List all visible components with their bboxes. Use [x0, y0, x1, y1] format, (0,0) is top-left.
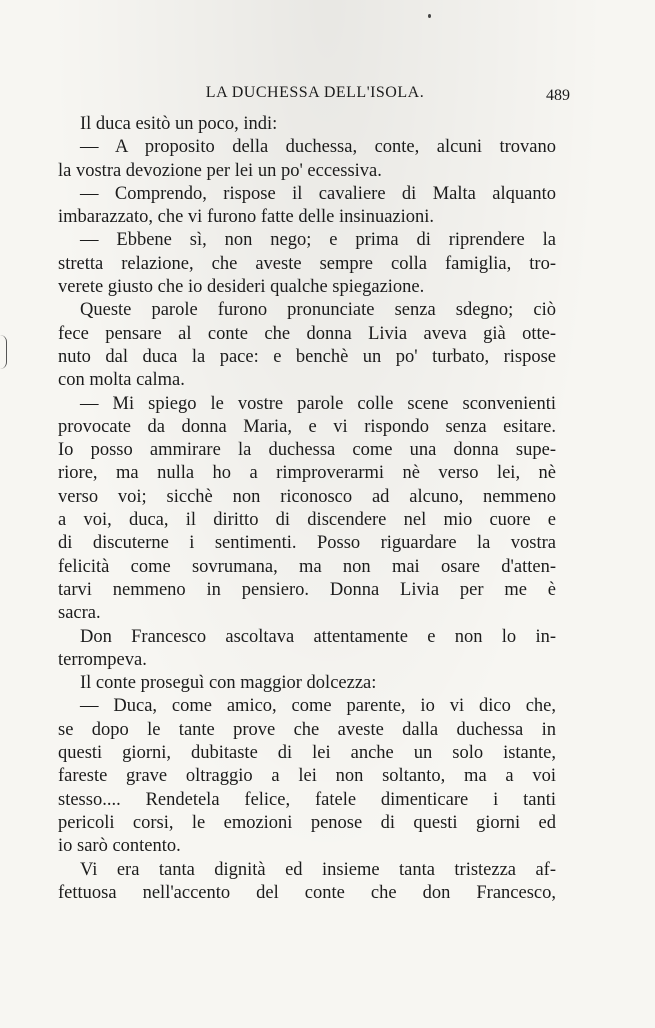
text-line: riore, ma nulla ho a rimproverarmi nè verso lei, nè: [58, 463, 556, 484]
text-line: Il duca esitò un poco, indi:: [80, 114, 278, 134]
text-line: — Duca, come amico, come parente, io vi dico che,: [80, 696, 556, 717]
text-line: Don Francesco ascoltava attentamente e non lo in-: [80, 626, 556, 647]
text-line: verete giusto che io desideri qualche spiegazione.: [58, 277, 425, 298]
text-line: Il conte proseguì con maggior dolcezza:: [80, 673, 377, 694]
text-line: provocate da donna Maria, e vi rispondo senza esitare.: [58, 416, 556, 437]
text-line: imbarazzato, che vi furono fatte delle insinuazioni.: [58, 207, 435, 228]
text-line: io sarò contento.: [58, 836, 181, 857]
text-line: — Ebbene sì, non nego; e prima di riprendere la: [80, 230, 556, 251]
text-line: Queste parole furono pronunciate senza sdegno; ciò: [80, 300, 556, 321]
text-line: stretta relazione, che aveste sempre colla famiglia, tro-: [58, 253, 556, 274]
text-line: di discuterne i sentimenti. Posso riguardare la vostra: [58, 533, 556, 554]
text-line: terrompeva.: [58, 649, 147, 670]
text-line: Io posso ammirare la duchessa come una donna supe-: [58, 440, 556, 461]
text-line: nuto dal duca la pace: e benchè un po' turbato, rispose: [58, 346, 556, 367]
text-line: fece pensare al conte che donna Livia aveva già otte-: [58, 323, 556, 344]
page-number: 489: [546, 87, 570, 104]
ink-speck: [428, 14, 431, 18]
text-line: tarvi nemmeno in pensiero. Donna Livia per me è: [58, 579, 556, 600]
text-line: pericoli corsi, le emozioni penose di questi giorni ed: [58, 812, 556, 833]
text-line: Vi era tanta dignità ed insieme tanta tristezza af-: [80, 859, 556, 880]
text-line: a voi, duca, il diritto di discendere nel mio cuore e: [58, 510, 556, 531]
text-line: fettuosa nell'accento del conte che don Francesco,: [58, 882, 556, 903]
text-line: sacra.: [58, 603, 101, 624]
text-line: — Mi spiego le vostre parole colle scene sconvenienti: [80, 393, 556, 414]
text-line: questi giorni, dubitaste di lei anche un solo istante,: [58, 743, 556, 764]
text-line: se dopo le tante prove che aveste dalla duchessa in: [58, 719, 556, 740]
text-line: la vostra devozione per lei un po' eccessiva.: [58, 160, 382, 181]
text-line: — A proposito della duchessa, conte, alcuni trovano: [80, 137, 556, 158]
text-line: — Comprendo, rispose il cavaliere di Malta alquanto: [80, 183, 556, 204]
margin-mark: [0, 335, 7, 369]
text-line: felicità come sovrumana, ma non mai osare d'atten-: [58, 556, 556, 577]
running-head: [60, 84, 570, 108]
running-title: LA DUCHESSA DELL'ISOLA.: [205, 84, 425, 101]
text-line: fareste grave oltraggio a lei non soltanto, ma a voi: [58, 766, 556, 787]
text-line: con molta calma.: [58, 370, 185, 391]
text-line: verso voi; sicchè non riconosco ad alcuno, nemmeno: [58, 486, 556, 507]
text-body: [58, 113, 556, 905]
text-line: stesso.... Rendetela felice, fatele dimenticare i tanti: [58, 789, 556, 810]
